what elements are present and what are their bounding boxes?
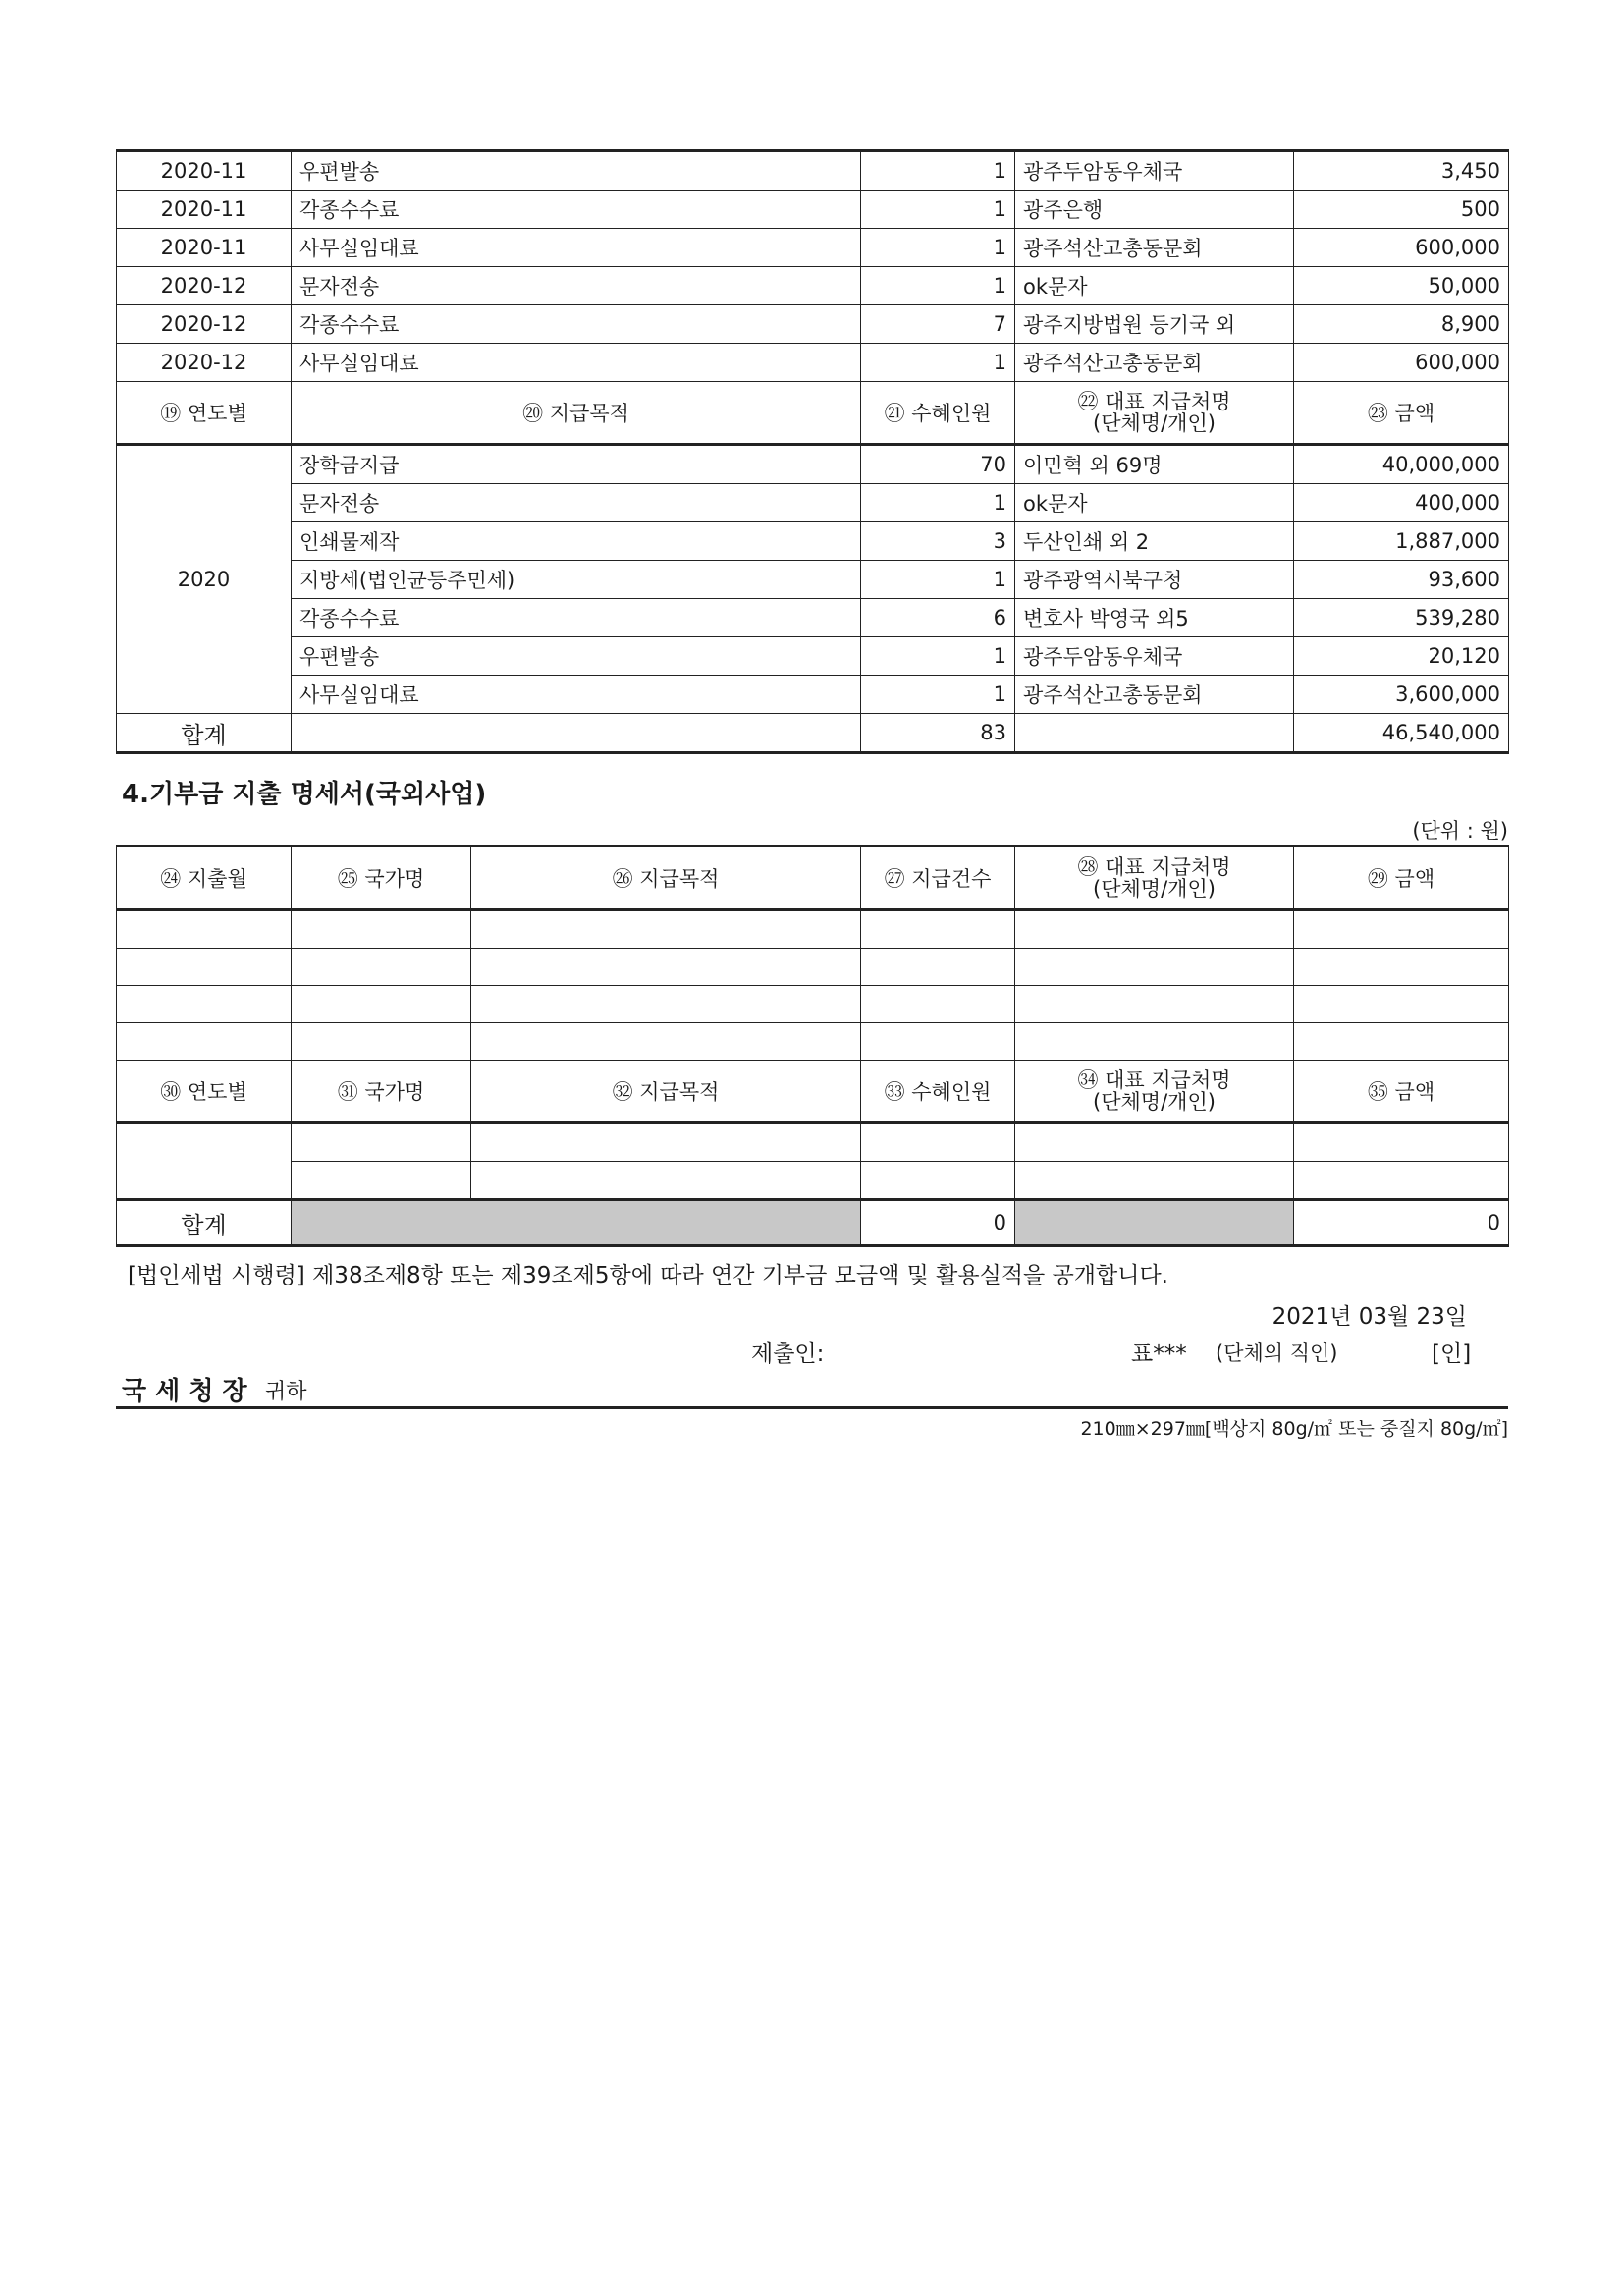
total-row: [117, 714, 1509, 753]
count-cell: 1: [861, 676, 1015, 714]
count-cell: 70: [861, 445, 1015, 484]
table-row: [117, 676, 1509, 714]
paper-spec: 210㎜×297㎜[백상지 80g/㎡ 또는 중질지 80g/㎡]: [1080, 1418, 1508, 1440]
table-row: [117, 229, 1509, 267]
total-amount: 0: [1294, 1200, 1509, 1246]
empty-cell: [1015, 714, 1294, 753]
purpose-cell: 각종수수료: [292, 191, 861, 229]
honorific: 귀하: [265, 1380, 307, 1404]
total-label: 합계: [117, 1200, 292, 1246]
purpose-cell: 우편발송: [292, 637, 861, 676]
recipient-cell: 광주석산고총동문회: [1015, 229, 1294, 267]
recipient-header: [1015, 847, 1294, 910]
recipient-header-line1: ㉞ 대표 지급처명: [1077, 1068, 1231, 1092]
purpose-cell: 문자전송: [292, 484, 861, 522]
month-cell: 2020-11: [117, 229, 292, 267]
overseas-expenditure-table: [116, 845, 1509, 1247]
table-row: [117, 191, 1509, 229]
amount-cell: 8,900: [1294, 305, 1509, 344]
unit-label: (단위 : 원): [1412, 819, 1508, 843]
amount-cell: 1,887,000: [1294, 522, 1509, 561]
count-cell: 1: [861, 151, 1015, 191]
purpose-header: ㉜ 지급목적: [471, 1061, 861, 1123]
count-cell: 1: [861, 637, 1015, 676]
monthly-rows: [117, 151, 1509, 753]
amount-header: ㉟ 금액: [1294, 1061, 1509, 1123]
purpose-cell: 각종수수료: [292, 305, 861, 344]
total-row: [117, 1200, 1509, 1246]
count-cell: 6: [861, 599, 1015, 637]
amount-cell: 40,000,000: [1294, 445, 1509, 484]
yearly-header-row: [117, 382, 1509, 445]
addressee: 국 세 청 장: [122, 1377, 247, 1406]
amount-cell: 3,450: [1294, 151, 1509, 191]
amount-cell: 539,280: [1294, 599, 1509, 637]
recipient-cell: ok문자: [1015, 484, 1294, 522]
legal-note: [법인세법 시행령] 제38조제8항 또는 제39조제5항에 따라 연간 기부금 모금액 및 활용실적을 공개합니다.: [128, 1263, 1168, 1288]
table-row: [117, 151, 1509, 191]
seal-mark: [인]: [1432, 1341, 1472, 1367]
purpose-cell: 사무실임대료: [292, 229, 861, 267]
count-cell: 1: [861, 229, 1015, 267]
seal-position: (단체의 직인): [1216, 1341, 1338, 1365]
recipient-cell: 광주두암동우체국: [1015, 637, 1294, 676]
count-cell: 1: [861, 344, 1015, 382]
submission-date: 2021년 03월 23일: [1272, 1304, 1467, 1330]
beneficiaries-header: ㉑ 수혜인원: [861, 382, 1015, 445]
purpose-cell: 인쇄물제작: [292, 522, 861, 561]
recipient-cell: 광주광역시북구청: [1015, 561, 1294, 599]
shaded-cell: [292, 1200, 861, 1246]
amount-cell: 50,000: [1294, 267, 1509, 305]
table-row: [117, 1123, 1509, 1162]
table-row: [117, 949, 1509, 986]
section-4-title: 4.기부금 지출 명세서(국외사업): [122, 780, 487, 809]
recipient-cell: 광주지방법원 등기국 외: [1015, 305, 1294, 344]
count-cell: 1: [861, 484, 1015, 522]
domestic-expenditure-table: [116, 149, 1509, 754]
table-row: [117, 305, 1509, 344]
recipient-cell: ok문자: [1015, 267, 1294, 305]
recipient-header: [1015, 1061, 1294, 1123]
total-amount: 46,540,000: [1294, 714, 1509, 753]
recipient-header-line2: (단체명/개인): [1093, 877, 1216, 901]
empty-cell: [292, 714, 861, 753]
purpose-cell: 사무실임대료: [292, 676, 861, 714]
table-row: [117, 1162, 1509, 1200]
count-cell: 7: [861, 305, 1015, 344]
recipient-cell: 광주두암동우체국: [1015, 151, 1294, 191]
table-row: [117, 445, 1509, 484]
total-label: 합계: [117, 714, 292, 753]
recipient-header-line1: ㉒ 대표 지급처명: [1077, 390, 1231, 413]
recipient-cell: 광주은행: [1015, 191, 1294, 229]
overseas-header-row-1: [117, 847, 1509, 910]
recipient-cell: 두산인쇄 외 2: [1015, 522, 1294, 561]
count-cell: 3: [861, 522, 1015, 561]
amount-cell: 600,000: [1294, 229, 1509, 267]
amount-cell: 400,000: [1294, 484, 1509, 522]
count-cell: 1: [861, 561, 1015, 599]
footer-divider: [116, 1406, 1508, 1409]
purpose-cell: 문자전송: [292, 267, 861, 305]
count-cell: 1: [861, 191, 1015, 229]
table-row: [117, 910, 1509, 949]
recipient-cell: 변호사 박영국 외5: [1015, 599, 1294, 637]
recipient-header-line2: (단체명/개인): [1093, 1090, 1216, 1114]
purpose-cell: 지방세(법인균등주민세): [292, 561, 861, 599]
amount-header: ㉙ 금액: [1294, 847, 1509, 910]
year-header: ㉚ 연도별: [117, 1061, 292, 1123]
table-row: [117, 986, 1509, 1023]
year-cell: 2020: [117, 445, 292, 714]
month-cell: 2020-11: [117, 191, 292, 229]
count-cell: 1: [861, 267, 1015, 305]
beneficiaries-header: ㉝ 수혜인원: [861, 1061, 1015, 1123]
country-header: ㉛ 국가명: [292, 1061, 471, 1123]
purpose-cell: 장학금지급: [292, 445, 861, 484]
table-row: [117, 599, 1509, 637]
recipient-cell: 광주석산고총동문회: [1015, 344, 1294, 382]
month-cell: 2020-12: [117, 344, 292, 382]
submitter-label: 제출인:: [751, 1341, 825, 1367]
table-row: [117, 267, 1509, 305]
amount-cell: 93,600: [1294, 561, 1509, 599]
purpose-cell: 사무실임대료: [292, 344, 861, 382]
month-cell: 2020-12: [117, 267, 292, 305]
recipient-header-line1: ㉘ 대표 지급처명: [1077, 855, 1231, 879]
total-count: 83: [861, 714, 1015, 753]
amount-cell: 500: [1294, 191, 1509, 229]
total-count: 0: [861, 1200, 1015, 1246]
amount-cell: 20,120: [1294, 637, 1509, 676]
table-row: [117, 484, 1509, 522]
recipient-cell: 광주석산고총동문회: [1015, 676, 1294, 714]
amount-cell: 600,000: [1294, 344, 1509, 382]
year-header: ⑲ 연도별: [117, 382, 292, 445]
submitter-name: 표***: [1131, 1341, 1187, 1367]
month-cell: 2020-11: [117, 151, 292, 191]
month-header: ㉔ 지출월: [117, 847, 292, 910]
overseas-header-row-2: [117, 1061, 1509, 1123]
recipient-header: [1015, 382, 1294, 445]
count-header: ㉗ 지급건수: [861, 847, 1015, 910]
month-cell: 2020-12: [117, 305, 292, 344]
shaded-cell: [1015, 1200, 1294, 1246]
table-row: [117, 637, 1509, 676]
amount-cell: 3,600,000: [1294, 676, 1509, 714]
country-header: ㉕ 국가명: [292, 847, 471, 910]
table-row: [117, 1023, 1509, 1061]
purpose-header: ⑳ 지급목적: [292, 382, 861, 445]
amount-header: ㉓ 금액: [1294, 382, 1509, 445]
table-row: [117, 561, 1509, 599]
purpose-cell: 각종수수료: [292, 599, 861, 637]
recipient-cell: 이민혁 외 69명: [1015, 445, 1294, 484]
table-row: [117, 522, 1509, 561]
purpose-cell: 우편발송: [292, 151, 861, 191]
table-row: [117, 344, 1509, 382]
recipient-header-line2: (단체명/개인): [1093, 411, 1216, 435]
purpose-header: ㉖ 지급목적: [471, 847, 861, 910]
